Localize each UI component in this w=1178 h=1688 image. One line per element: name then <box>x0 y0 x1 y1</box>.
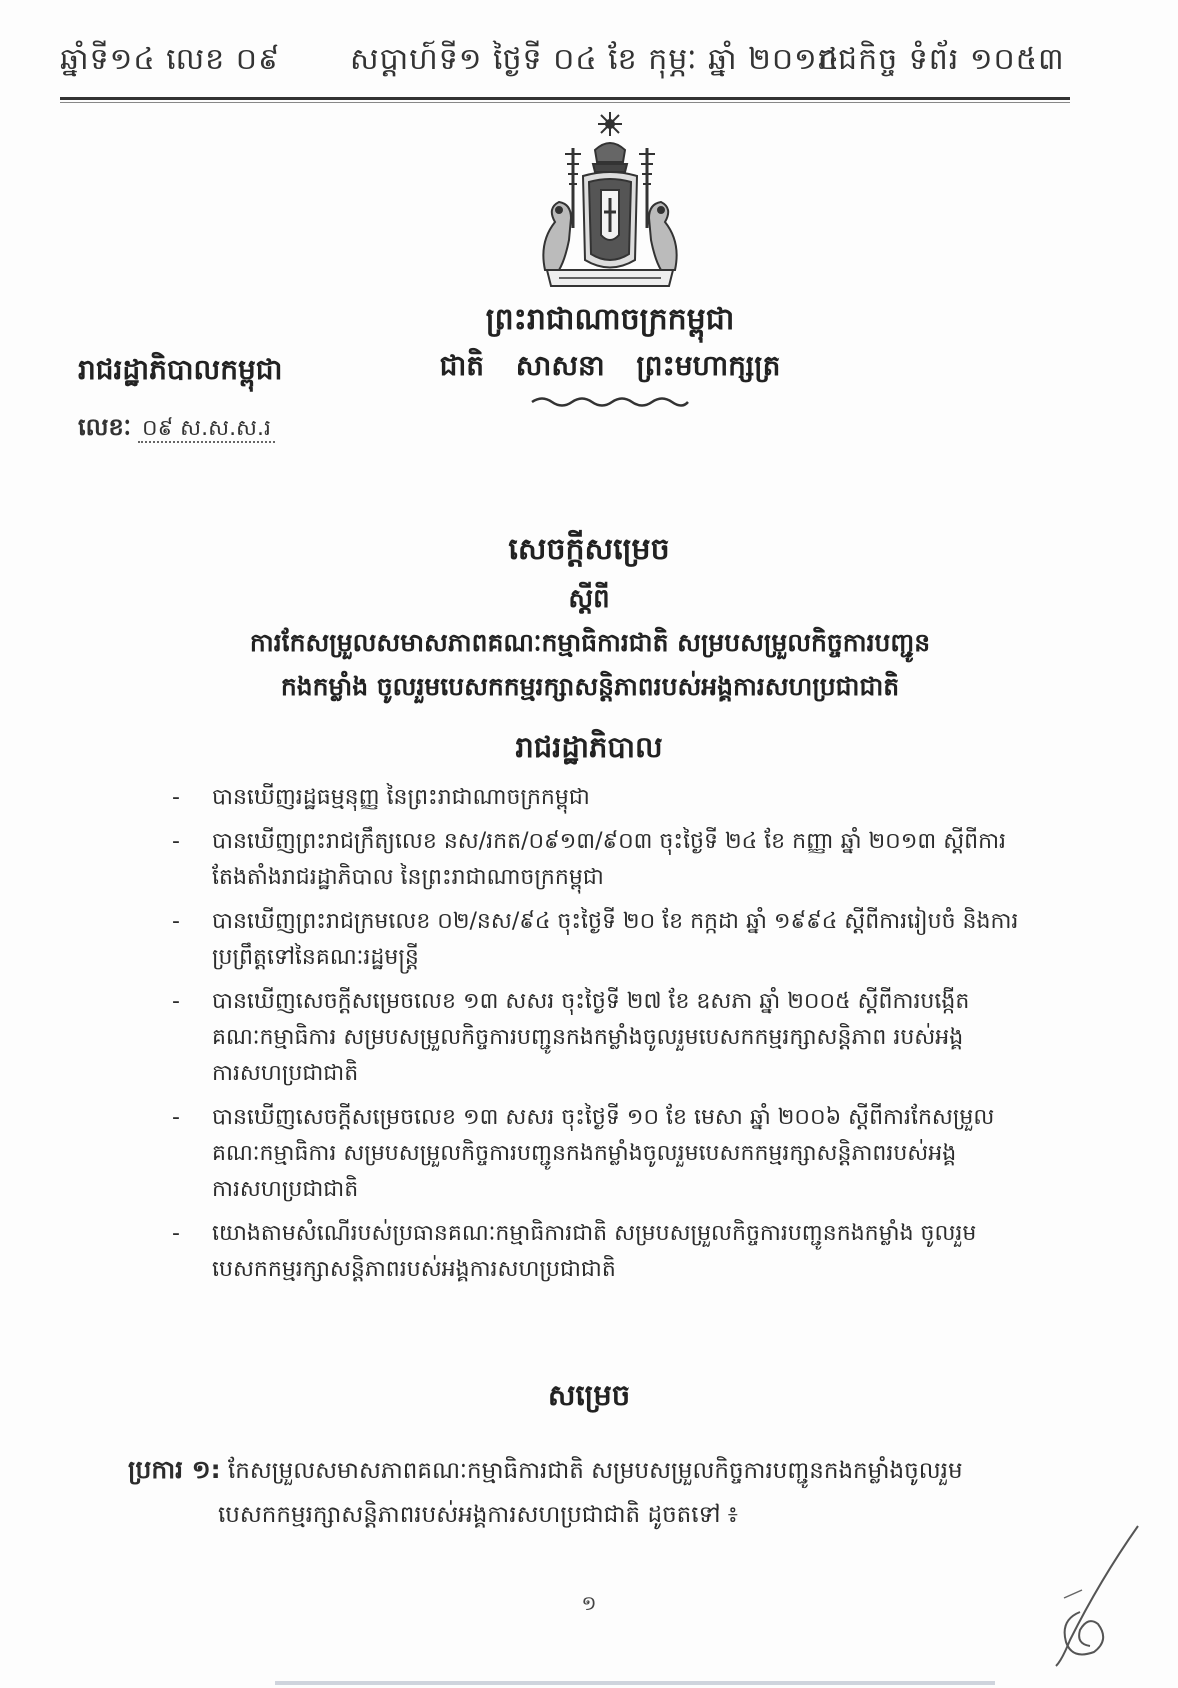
preamble-text: យោងតាមសំណើរបស់ប្រធានគណៈកម្មាធិការជាតិ សម្របសម្រួលកិច្ចការបញ្ជូនកងកម្លាំង ចូលរួមបេសកកម្មរក្សាសន្តិភាពរបស់អង្គការសហប្រជាជាតិ <box>212 1221 977 1282</box>
bullet-dash: - <box>172 909 180 934</box>
preamble-text: បានឃើញរដ្ឋធម្មនុញ្ញ នៃព្រះរាជាណាចក្រកម្ពុជា <box>212 785 590 810</box>
article-1-line-1: កែសម្រួលសមាសភាពគណៈកម្មាធិការជាតិ សម្របសម្រួលកិច្ចការបញ្ជូនកងកម្លាំងចូលរួម <box>228 1458 963 1484</box>
reference-number <box>78 412 275 447</box>
preamble-item <box>172 780 1022 816</box>
preamble-list <box>172 780 1022 1296</box>
issuer-heading: រាជរដ្ឋាភិបាល <box>515 730 663 764</box>
regarding-label: ស្តីពី <box>568 584 610 614</box>
preamble-item <box>172 824 1022 896</box>
issuing-government: រាជរដ្ឋាភិបាលកម្ពុជា <box>78 353 283 386</box>
kingdom-title: ព្រះរាជាណាចក្រកម្ពុជា <box>485 302 735 337</box>
preamble-item <box>172 904 1022 976</box>
ornament-divider-icon <box>530 395 690 409</box>
preamble-text: បានឃើញសេចក្តីសម្រេចលេខ ១៣ សសរ ចុះថ្ងៃទី ១០ ខែ មេសា ឆ្នាំ ២០០៦ ស្តីពីការកែសម្រួល គណៈកម្មាធិការ សម្របសម្រួលកិច្ចការបញ្ជូនកងកម្លាំងចូលរួមបេសកកម្មរក្សាសន្តិភាពរបស់អង្គការសហប្រជាជាតិ <box>212 1105 995 1202</box>
bullet-dash: - <box>172 785 180 810</box>
royal-arms-emblem-icon <box>525 110 695 295</box>
decides-heading: សម្រេច <box>547 1378 631 1412</box>
scan-artifact <box>275 1681 995 1685</box>
bullet-dash: - <box>172 1221 180 1246</box>
national-motto: ជាតិ សាសនា ព្រះមហាក្សត្រ <box>439 349 781 382</box>
page-number: ១ <box>581 1591 597 1615</box>
preamble-item <box>172 1216 1022 1288</box>
bullet-dash: - <box>172 989 180 1014</box>
preamble-text: បានឃើញសេចក្តីសម្រេចលេខ ១៣ សសរ ចុះថ្ងៃទី ២៧ ខែ ឧសភា ឆ្នាំ ២០០៥ ស្តីពីការបង្កើត គណៈកម្មាធិការ សម្របសម្រួលកិច្ចការបញ្ជូនកងកម្លាំងចូលរួមបេសកកម្មរក្សាសន្តិភាព របស់អង្គការសហប្រជាជាតិ <box>212 989 970 1086</box>
preamble-item <box>172 984 1022 1092</box>
article-1-line-2: បេសកកម្មរក្សាសន្តិភាពរបស់អង្គការសហប្រជាជាតិ ដូចតទៅ ៖ <box>218 1502 738 1528</box>
bullet-dash: - <box>172 1105 180 1130</box>
article-1 <box>128 1448 1028 1537</box>
preamble-item <box>172 1100 1022 1208</box>
header-divider <box>60 97 1070 103</box>
preamble-text: បានឃើញព្រះរាជក្រមលេខ ០២/នស/៩៤ ចុះថ្ងៃទី ២០ ខែ កក្កដា ឆ្នាំ ១៩៩៤ ស្តីពីការរៀបចំ និងការប្រព្រឹត្តទៅនៃគណៈរដ្ឋមន្ត្រី <box>212 909 1019 970</box>
article-1-label: ប្រការ ១: <box>128 1455 221 1484</box>
gazette-page-ref: រាជកិច្ច ទំព័រ ១០៥៣ <box>818 42 1065 77</box>
decision-title: សេចក្តីសម្រេច <box>508 532 670 567</box>
subject-line-2: កងកម្លាំង ចូលរួមបេសកកម្មរក្សាសន្តិភាពរបស់អង្គការសហប្រជាជាតិ <box>280 672 900 701</box>
gazette-date: សប្តាហ៍ទី១ ថ្ងៃទី ០៤ ខែ កុម្ភៈ ឆ្នាំ ២០១៤ <box>350 42 841 77</box>
gazette-year-issue: ឆ្នាំទី១៤ លេខ ០៩ <box>60 42 281 77</box>
reference-value: ០៩ ស.ស.ស.រ <box>138 416 275 443</box>
bullet-dash: - <box>172 829 180 854</box>
reference-label: លេខៈ <box>78 413 132 441</box>
preamble-text: បានឃើញព្រះរាជក្រឹត្យលេខ នស/រកត/០៩១៣/៩០៣ ចុះថ្ងៃទី ២៤ ខែ កញ្ញា ឆ្នាំ ២០១៣ ស្តីពីការតែងតាំងរាជរដ្ឋាភិបាល នៃព្រះរាជាណាចក្រកម្ពុជា <box>212 829 1007 890</box>
subject-line-1: ការកែសម្រួលសមាសភាពគណៈកម្មាធិការជាតិ សម្របសម្រួលកិច្ចការបញ្ជូន <box>249 628 931 657</box>
initials-signature-icon <box>1010 1520 1150 1670</box>
